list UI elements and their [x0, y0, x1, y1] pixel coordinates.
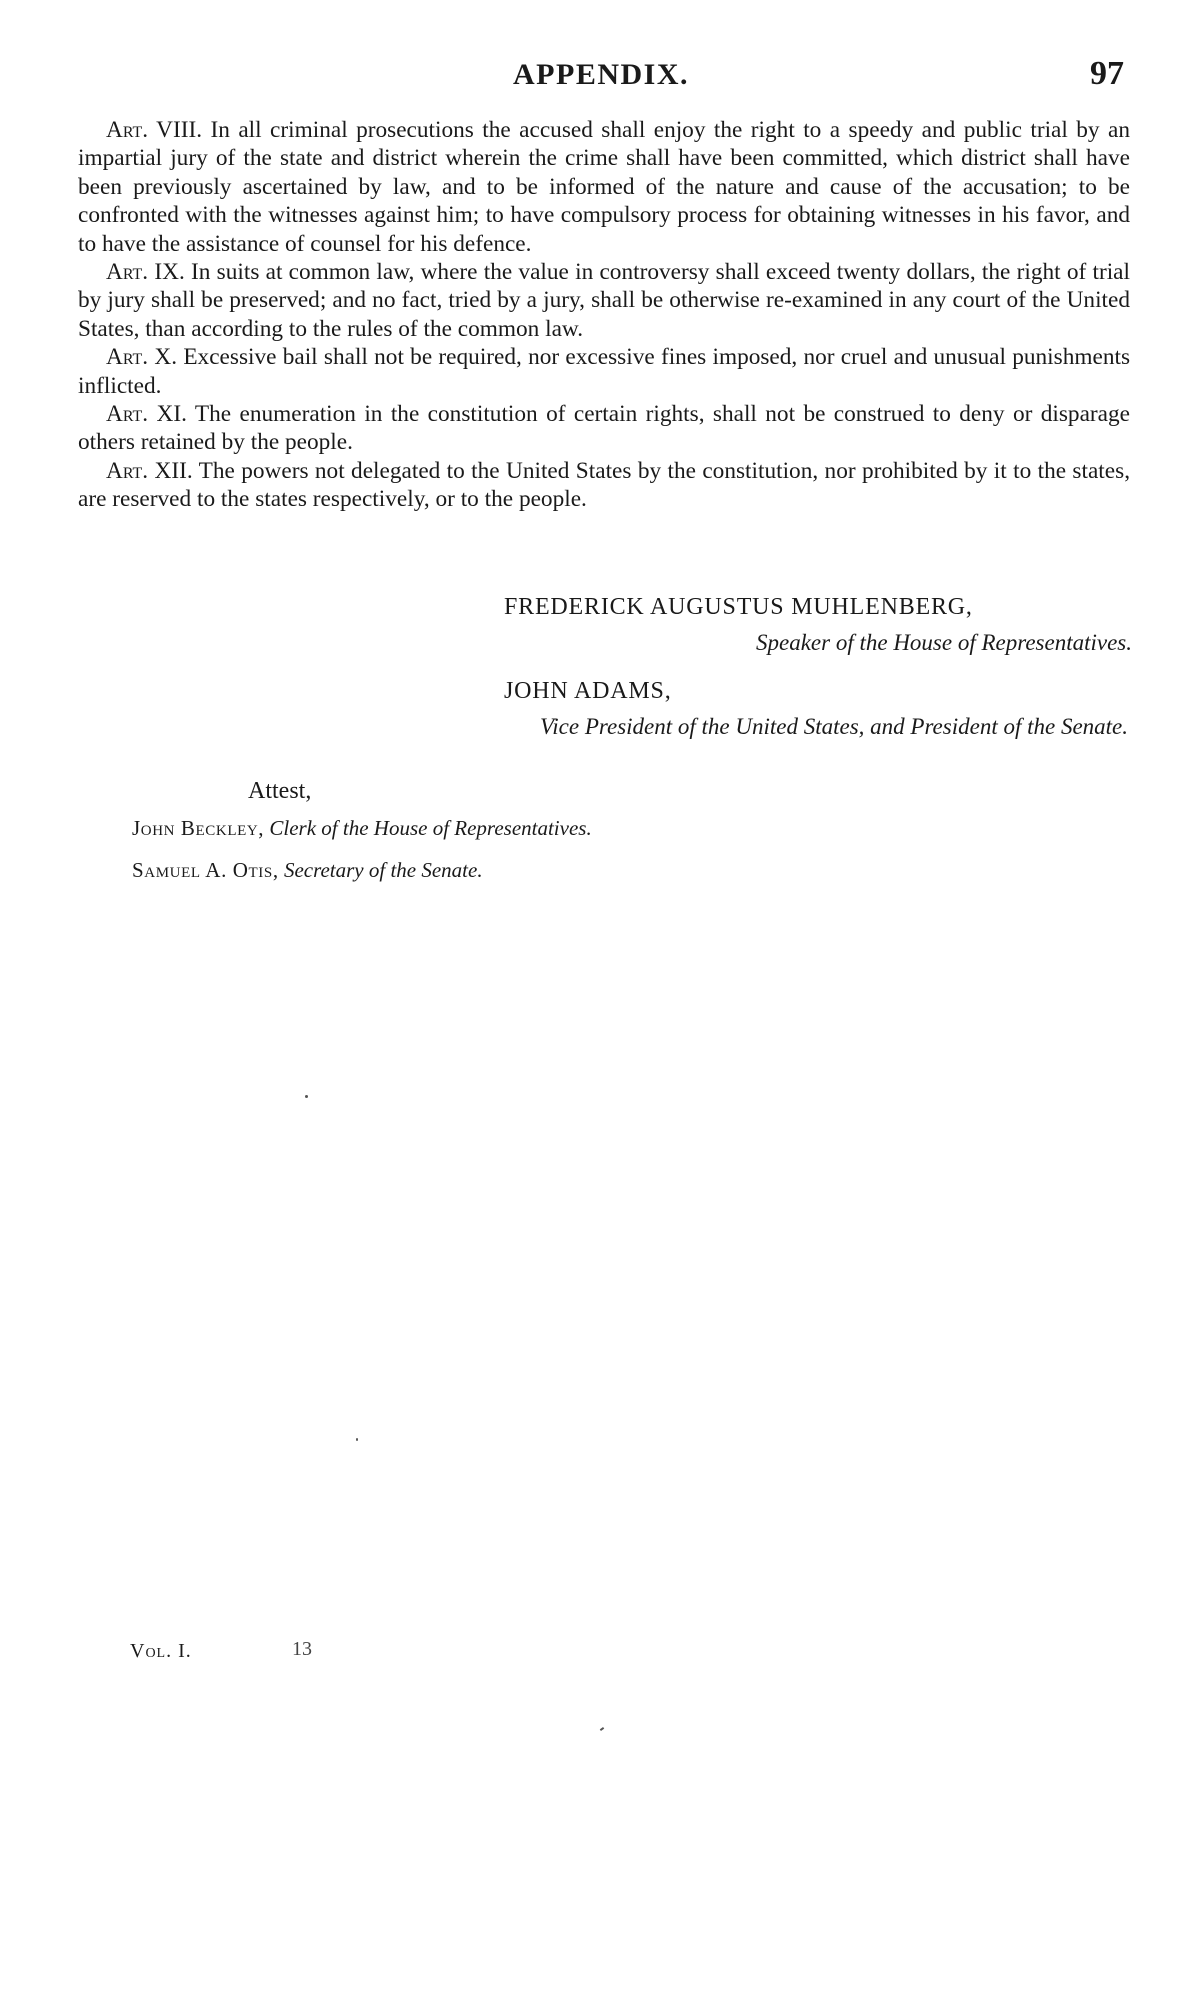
- print-speck: [600, 1727, 604, 1731]
- article-label: Art. IX.: [106, 259, 185, 286]
- secretary-attestation: [132, 858, 483, 883]
- article-text: The powers not delegated to the United States by the constitution, nor prohibited by it to the states, are reserved to the states respectively, or to the people.: [78, 457, 1131, 513]
- article-8: [78, 116, 1130, 258]
- clerk-name: John Beckley,: [132, 816, 265, 840]
- article-9: [78, 258, 1130, 343]
- article-text: In suits at common law, where the value in controversy shall exceed twenty dollars, the right of trial by jury shall be preserved; and no fact, tried by a jury, shall be otherwise re-examined in any court of the United States, than according to the rules of the common law.: [78, 259, 1130, 342]
- secretary-role: Secretary of the Senate.: [283, 858, 483, 882]
- page-number: 97: [1090, 55, 1124, 92]
- article-10: [78, 343, 1130, 400]
- vice-president-name: JOHN ADAMS,: [504, 678, 672, 704]
- article-label: Art. XI.: [106, 401, 187, 428]
- clerk-role: Clerk of the House of Representatives.: [269, 816, 592, 840]
- clerk-attestation: [132, 816, 592, 841]
- print-speck: [305, 1095, 308, 1098]
- print-speck: [356, 1438, 358, 1441]
- article-label: Art. VIII.: [106, 117, 203, 143]
- article-text: In all criminal prosecutions the accused shall enjoy the right to a speedy and public trial by an impartial jury of the state and district wherein the crime shall have been committed, which district shall have been previously ascertained by law, and to be informed of the nature and cause of the accusation; to be confronted with the witnesses against him; to have compulsory process for obtaining witnesses in his favor, and to have the assistance of counsel for his defence.: [78, 117, 1130, 257]
- signature-mark: 13: [292, 1638, 312, 1660]
- article-text: The enumeration in the constitution of certain rights, shall not be construed to deny or disparage others retained by the people.: [78, 401, 1130, 456]
- speaker-title: Speaker of the House of Representatives.: [756, 630, 1132, 655]
- secretary-name: Samuel A. Otis,: [132, 858, 279, 882]
- article-11: [78, 400, 1130, 457]
- running-header: APPENDIX.: [513, 58, 689, 91]
- speaker-name: FREDERICK AUGUSTUS MUHLENBERG,: [504, 594, 973, 620]
- attest-label: Attest,: [248, 778, 312, 804]
- vice-president-title: Vice President of the United States, and President of the Senate.: [539, 714, 1128, 739]
- volume-mark: Vol. I.: [130, 1640, 192, 1662]
- article-text: Excessive bail shall not be required, nor excessive fines imposed, nor cruel and unusual punishments inflicted.: [78, 344, 1131, 399]
- article-label: Art. X.: [106, 344, 178, 371]
- article-label: Art. XII.: [106, 457, 193, 484]
- article-12: [78, 457, 1130, 514]
- articles-body: [78, 116, 1130, 514]
